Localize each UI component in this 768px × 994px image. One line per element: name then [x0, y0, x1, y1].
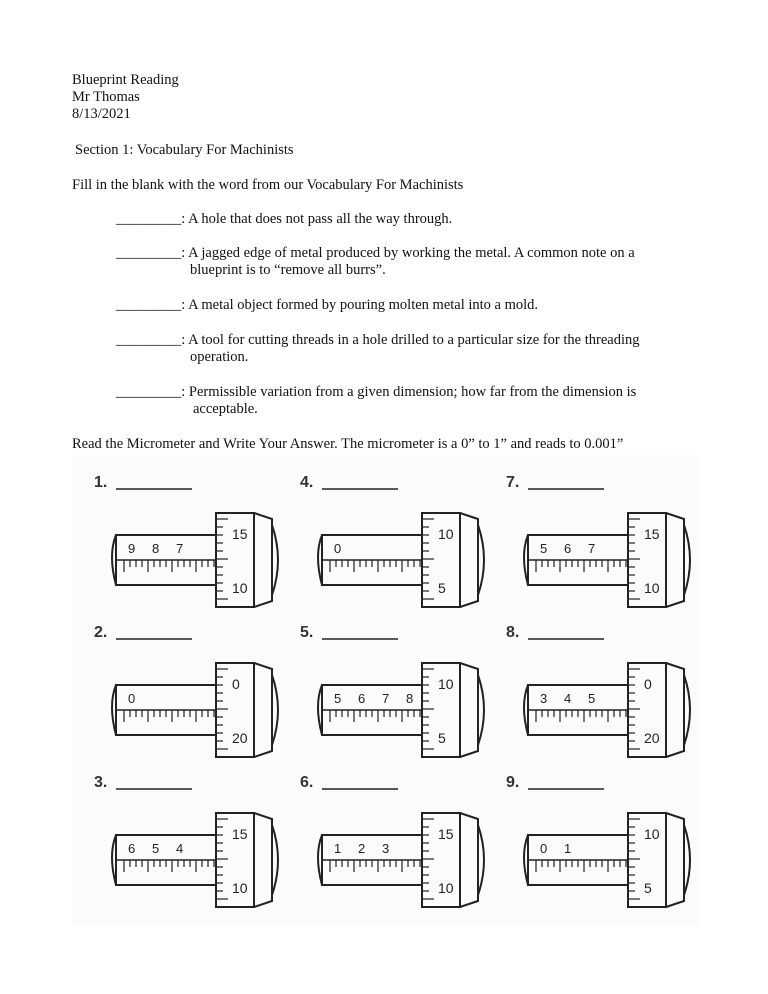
sleeve-number: 3 [540, 691, 548, 706]
sleeve-number: 2 [358, 841, 366, 856]
sleeve-number: 8 [406, 691, 414, 706]
thimble-number: 0 [232, 676, 240, 692]
micrometer-8 [506, 624, 690, 757]
question-4 [116, 332, 639, 349]
sleeve-number: 4 [176, 841, 184, 856]
micrometer-5 [300, 624, 484, 757]
sleeve-number: 1 [564, 841, 572, 856]
micrometer-number: 6. [300, 774, 314, 791]
thimble-end [460, 513, 478, 607]
sleeve-number: 5 [540, 541, 548, 556]
thimble-number: 5 [644, 880, 652, 896]
thimble-number: 15 [232, 526, 248, 542]
micrometer-1 [94, 474, 278, 607]
thimble-end [666, 663, 684, 757]
sleeve-number: 3 [382, 841, 390, 856]
thimble-number: 20 [232, 730, 248, 746]
answer-blank[interactable]: _________: [116, 245, 186, 261]
sleeve-number: 0 [334, 541, 342, 556]
thimble-number: 20 [644, 730, 660, 746]
question-3 [116, 297, 538, 314]
thimble-number: 10 [232, 880, 248, 896]
micrometer-4 [300, 474, 484, 607]
sleeve-number: 1 [334, 841, 342, 856]
question-text: A jagged edge of metal produced by working the metal. A common note on a [185, 245, 635, 261]
sleeve-number: 7 [382, 691, 390, 706]
thimble-number: 10 [438, 526, 454, 542]
thimble-end [666, 813, 684, 907]
question-1 [116, 211, 452, 228]
teacher-name: Mr Thomas [72, 89, 140, 105]
section-title: Section 1: Vocabulary For Machinists [75, 142, 294, 158]
sleeve-number: 6 [564, 541, 572, 556]
micrometer-3 [94, 774, 278, 907]
question-4-cont: operation. [190, 349, 249, 365]
micrometer-number: 8. [506, 624, 520, 641]
sleeve-number: 5 [152, 841, 160, 856]
micrometer-number: 4. [300, 474, 314, 491]
micrometer-number: 5. [300, 624, 314, 641]
thimble-number: 15 [644, 526, 660, 542]
question-5 [116, 384, 636, 401]
question-text: A hole that does not pass all the way through. [185, 211, 453, 227]
thimble-number: 0 [644, 676, 652, 692]
question-text: A tool for cutting threads in a hole drilled to a particular size for the threading [185, 332, 640, 348]
sleeve-number: 6 [128, 841, 136, 856]
thimble-number: 5 [438, 580, 446, 596]
thimble-number: 15 [438, 826, 454, 842]
sleeve-number: 8 [152, 541, 160, 556]
sleeve-number: 0 [128, 691, 136, 706]
sleeve-number: 5 [334, 691, 342, 706]
answer-blank[interactable]: _________: [116, 211, 186, 227]
instruction: Fill in the blank with the word from our Vocabulary For Machinists [72, 177, 464, 193]
thimble-end [666, 513, 684, 607]
answer-blank[interactable]: _________: [116, 332, 186, 348]
thimble-end [254, 513, 272, 607]
question-text: A metal object formed by pouring molten metal into a mold. [185, 297, 539, 313]
sleeve-number: 4 [564, 691, 572, 706]
micrometer-number: 2. [94, 624, 108, 641]
answer-blank[interactable]: _________: [116, 297, 186, 313]
thimble-end [254, 813, 272, 907]
sleeve-number: 7 [176, 541, 184, 556]
micrometer-instruction: Read the Micrometer and Write Your Answer. The micrometer is a 0” to 1” and reads to 0.001” [72, 436, 624, 452]
thimble-number: 10 [232, 580, 248, 596]
thimble-end [254, 663, 272, 757]
course-title: Blueprint Reading [72, 72, 179, 88]
micrometer-number: 9. [506, 774, 520, 791]
thimble-end [460, 813, 478, 907]
micrometer-2 [94, 624, 278, 757]
thimble-number: 10 [644, 580, 660, 596]
thimble-number: 10 [438, 676, 454, 692]
sleeve-number: 6 [358, 691, 366, 706]
question-2 [116, 245, 635, 262]
sleeve-number: 0 [540, 841, 548, 856]
sleeve-number: 5 [588, 691, 596, 706]
thimble-end [460, 663, 478, 757]
thimble-number: 15 [232, 826, 248, 842]
thimble-number: 10 [644, 826, 660, 842]
micrometer-number: 3. [94, 774, 108, 791]
micrometer-drawings [72, 455, 699, 925]
thimble-number: 10 [438, 880, 454, 896]
sleeve-number: 9 [128, 541, 136, 556]
micrometer-number: 1. [94, 474, 108, 491]
sleeve-number: 7 [588, 541, 596, 556]
question-2-cont: blueprint is to “remove all burrs”. [190, 262, 386, 278]
question-5-cont: acceptable. [193, 401, 258, 417]
micrometer-7 [506, 474, 690, 607]
micrometer-9 [506, 774, 690, 907]
answer-blank[interactable]: _________: [116, 384, 186, 400]
date: 8/13/2021 [72, 106, 131, 122]
micrometer-6 [300, 774, 484, 907]
micrometer-number: 7. [506, 474, 520, 491]
micrometer-figure [72, 455, 699, 925]
question-text: Permissible variation from a given dimension; how far from the dimension is [185, 384, 637, 400]
thimble-number: 5 [438, 730, 446, 746]
